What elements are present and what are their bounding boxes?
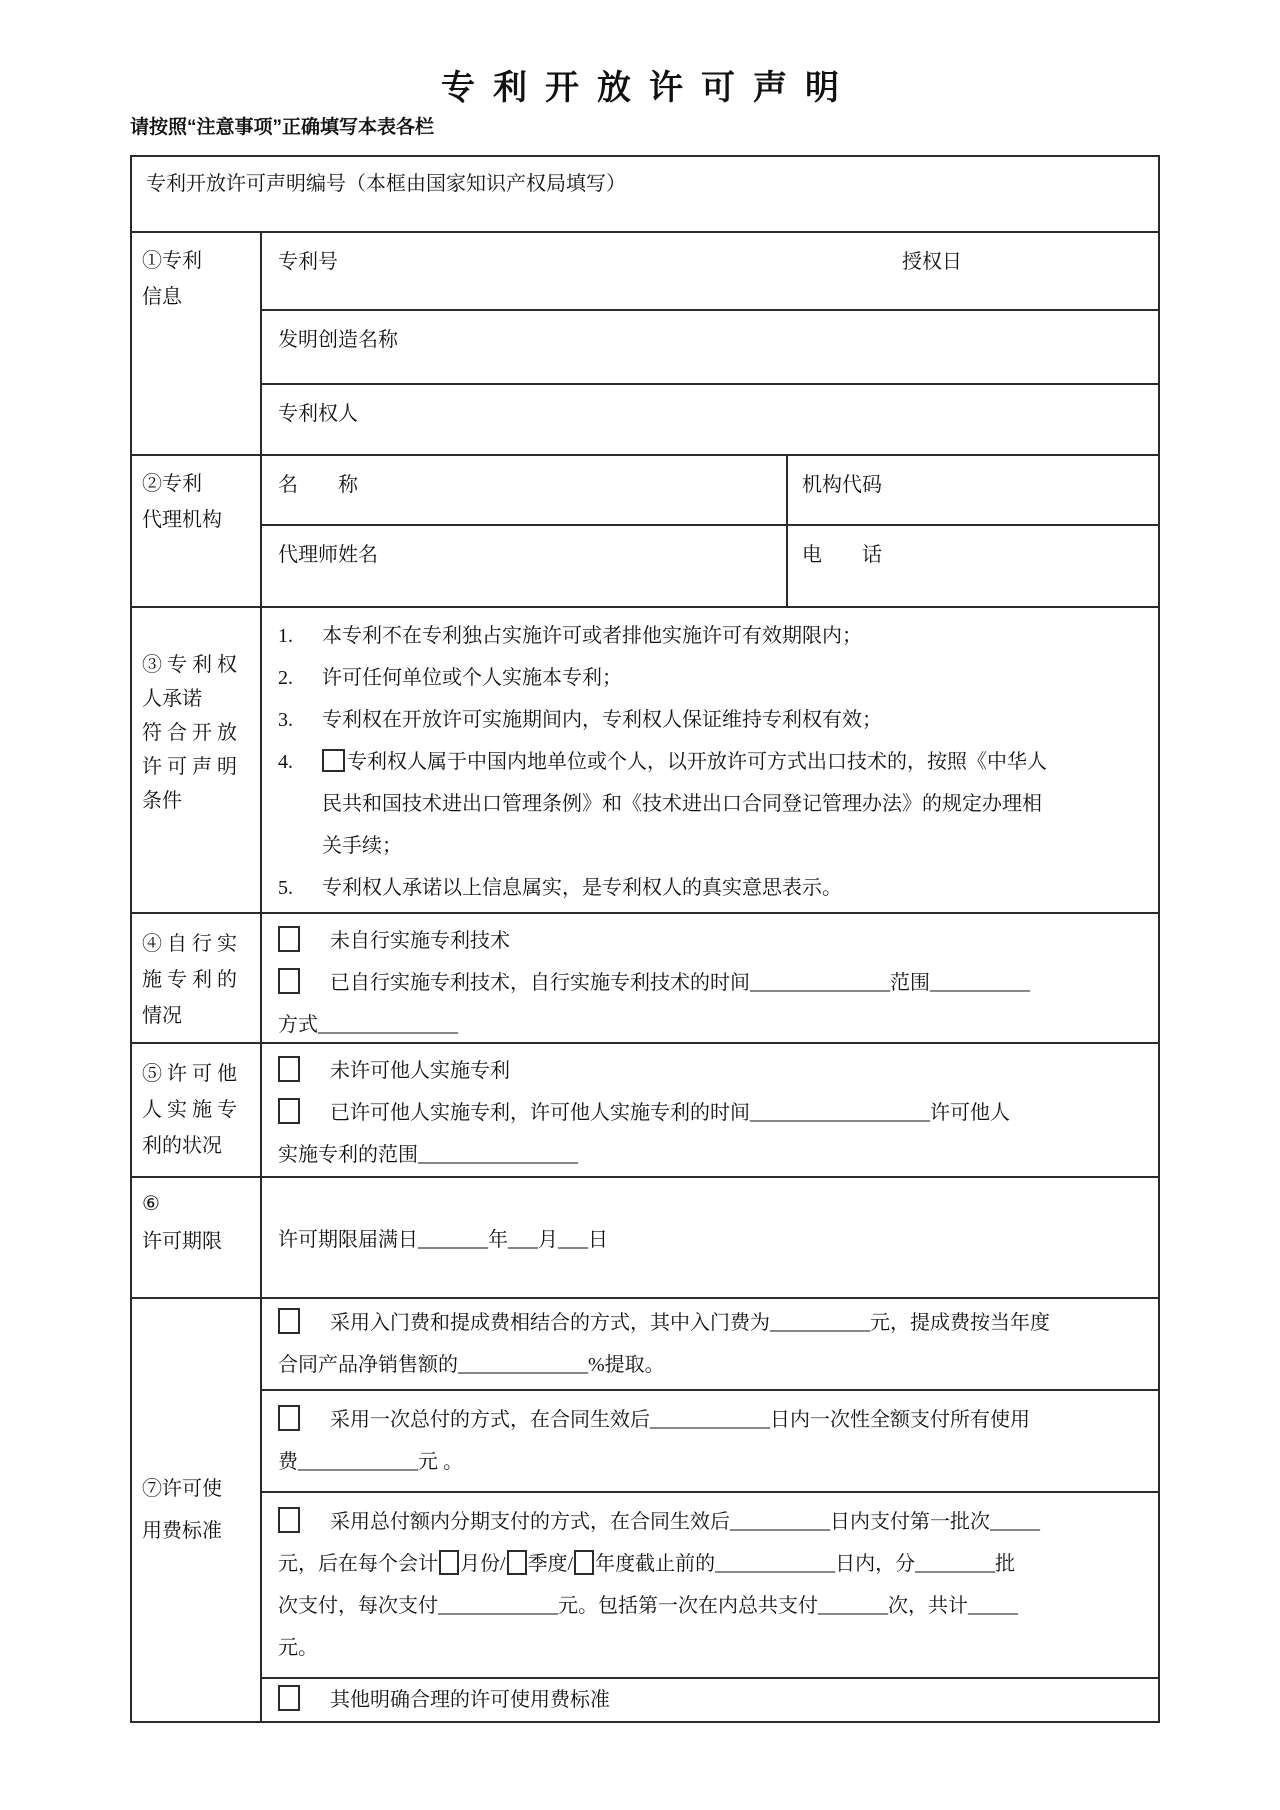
commitment-item-4 — [278, 741, 1148, 867]
section3-label — [132, 608, 262, 912]
fee-opt3-line2 — [278, 1543, 1146, 1585]
section4-label-line2: 施 专 利 的 — [142, 969, 237, 991]
agency-row2 — [262, 524, 1158, 606]
section6-label — [132, 1178, 262, 1297]
agency-row1 — [262, 456, 1158, 524]
fee-option-lump-sum — [262, 1389, 1158, 1491]
checkbox-fee-installment[interactable] — [278, 1507, 300, 1533]
item1-number: 1. — [278, 625, 293, 647]
item2-number: 2. — [278, 667, 293, 689]
checkbox-export-compliance[interactable] — [322, 749, 345, 772]
section-fee-standard — [132, 1297, 1158, 1721]
agency-phone-cell[interactable] — [788, 526, 1158, 606]
section1-content — [262, 233, 1158, 454]
item4-line2: 民共和国技术进出口管理条例》和《技术进出口合同登记管理办法》的规定办理相 — [322, 793, 1042, 815]
section3-label-line5: 条件 — [142, 790, 182, 812]
section-self-implementation — [132, 912, 1158, 1042]
checkbox-not-licensed-others[interactable] — [278, 1056, 300, 1082]
checkbox-accounting-month[interactable] — [439, 1550, 459, 1575]
agent-name-cell[interactable] — [262, 526, 788, 606]
license-others-no-text: 未许可他人实施专利 — [330, 1060, 510, 1082]
item4-number: 4. — [278, 751, 293, 773]
license-others-scope-line: 实施专利的范围________________ — [278, 1144, 578, 1166]
section1-label-line2: 信息 — [142, 286, 182, 308]
section7-content — [262, 1299, 1158, 1721]
section2-label-line2: 代理机构 — [142, 509, 222, 531]
section2-content — [262, 456, 1158, 606]
item5-number: 5. — [278, 877, 293, 899]
section6-content[interactable] — [262, 1178, 1158, 1297]
fee-option-other — [262, 1677, 1158, 1721]
fee-opt3-line3: 次支付，每次支付____________元。包括第一次在内总共支付_______次，共计_____ — [278, 1595, 1018, 1617]
patentee-label: 专利权人 — [278, 403, 358, 425]
section3-label-line2: 人承诺 — [142, 688, 202, 710]
section2-label — [132, 456, 262, 606]
self-impl-yes-text: 已自行实施专利技术，自行实施专利技术的时间______________范围__________ — [330, 972, 1030, 994]
agency-code-label: 机构代码 — [802, 474, 882, 496]
section3-label-line4: 许 可 声 明 — [142, 756, 237, 778]
section4-label — [132, 914, 262, 1042]
section1-label-line1: ①专利 — [142, 250, 202, 272]
fee-opt2-line1-text: 采用一次总付的方式，在合同生效后____________日内一次性全额支付所有使用 — [330, 1409, 1030, 1431]
patent-number-label: 专利号 — [278, 251, 338, 273]
self-impl-option-yes — [278, 962, 1148, 1004]
section5-label-line3: 利的状况 — [142, 1135, 222, 1157]
commitment-item-1 — [278, 615, 1148, 657]
section5-content — [262, 1044, 1158, 1176]
agency-name-label: 名 称 — [278, 474, 358, 496]
self-impl-method-line: 方式______________ — [278, 1014, 458, 1036]
page-title: 专利开放许可声明 — [441, 69, 857, 107]
checkbox-self-implemented[interactable] — [278, 968, 300, 994]
self-impl-no-text: 未自行实施专利技术 — [330, 930, 510, 952]
section2-label-line1: ②专利 — [142, 473, 202, 495]
section6-label-number: ⑥ — [142, 1193, 160, 1215]
section-licensing-others — [132, 1042, 1158, 1176]
license-others-yes-text: 已许可他人实施专利，许可他人实施专利的时间__________________许可他人 — [330, 1102, 1010, 1124]
checkbox-fee-lump-sum[interactable] — [278, 1405, 300, 1431]
section-commitments — [132, 606, 1158, 912]
item4-line1 — [322, 741, 1148, 783]
item5-text: 专利权人承诺以上信息属实，是专利权人的真实意思表示。 — [322, 877, 842, 899]
fee-opt1-line1-text: 采用入门费和提成费相结合的方式，其中入门费为__________元，提成费按当年度 — [330, 1312, 1050, 1334]
fee-option-entry-royalty — [262, 1299, 1158, 1389]
patent-number-cell[interactable] — [262, 233, 1158, 309]
fee-opt3-line2-seg3: 季度/ — [527, 1553, 574, 1575]
fee-option-installments — [262, 1491, 1158, 1677]
section7-label-line1: ⑦许可使 — [142, 1478, 222, 1500]
fee-opt3-line2-seg2: 月份/ — [460, 1553, 506, 1575]
agency-code-cell[interactable] — [788, 456, 1158, 524]
agency-phone-label: 电 话 — [802, 544, 882, 566]
fee-opt3-line1-text: 采用总付额内分期支付的方式，在合同生效后__________日内支付第一批次_____ — [330, 1511, 1040, 1533]
section7-label-line2: 用费标准 — [142, 1520, 222, 1542]
fee-opt3-line2-seg4: 年度截止前的____________日内，分________批 — [595, 1553, 1016, 1575]
fee-opt1-line2: 合同产品净销售额的_____________%提取。 — [278, 1354, 665, 1376]
agent-name-label: 代理师姓名 — [278, 544, 378, 566]
section-patent-info — [132, 231, 1158, 454]
checkbox-not-self-implemented[interactable] — [278, 926, 300, 952]
section3-label-line1: ③ 专 利 权 — [142, 654, 237, 676]
item3-text: 专利权在开放许可实施期间内，专利权人保证维持专利权有效； — [322, 709, 882, 731]
checkbox-fee-entry-plus-royalty[interactable] — [278, 1308, 300, 1334]
grant-date-label: 授权日 — [902, 251, 962, 273]
fee-opt2-line2: 费____________元 。 — [278, 1451, 463, 1473]
item1-text: 本专利不在专利独占实施许可或者排他实施许可有效期限内； — [322, 625, 862, 647]
license-others-option-no — [278, 1050, 1148, 1092]
item4-line1-text: 专利权人属于中国内地单位或个人，以开放许可方式出口技术的，按照《中华人 — [347, 751, 1047, 773]
commitment-item-5 — [278, 867, 1148, 909]
section1-label — [132, 233, 262, 454]
commitment-item-3 — [278, 699, 1148, 741]
section4-label-line3: 情况 — [142, 1005, 182, 1027]
fee-opt3-line4: 元。 — [278, 1637, 318, 1659]
invention-name-cell[interactable] — [262, 309, 1158, 383]
section5-label-line2: 人 实 施 专 — [142, 1099, 237, 1121]
item2-text: 许可任何单位或个人实施本专利； — [322, 667, 622, 689]
checkbox-fee-other[interactable] — [278, 1685, 300, 1711]
fee-opt4-line1 — [278, 1679, 1146, 1721]
section-license-term — [132, 1176, 1158, 1297]
fee-opt4-text: 其他明确合理的许可使用费标准 — [330, 1689, 610, 1711]
license-others-option-yes — [278, 1092, 1148, 1134]
row-declaration-number — [132, 157, 1158, 231]
section7-label — [132, 1299, 262, 1721]
invention-name-label: 发明创造名称 — [278, 329, 398, 351]
section4-label-line1: ④ 自 行 实 — [142, 933, 237, 955]
patentee-cell[interactable] — [262, 383, 1158, 454]
fill-instruction-note: 请按照“注意事项”正确填写本表各栏 — [130, 117, 435, 138]
declaration-number-label: 专利开放许可声明编号（本框由国家知识产权局填写） — [146, 173, 626, 195]
form-table — [130, 155, 1160, 1723]
item3-number: 3. — [278, 709, 293, 731]
fee-opt1-line1 — [278, 1302, 1146, 1344]
section5-label — [132, 1044, 262, 1176]
agency-name-cell[interactable] — [262, 456, 788, 524]
section5-label-line1: ⑤ 许 可 他 — [142, 1063, 237, 1085]
checkbox-accounting-year[interactable] — [574, 1550, 594, 1575]
declaration-number-cell[interactable] — [132, 157, 1158, 231]
commitment-item-2 — [278, 657, 1148, 699]
self-impl-option-no — [278, 920, 1148, 962]
section3-content — [262, 608, 1158, 912]
checkbox-accounting-quarter[interactable] — [507, 1550, 527, 1575]
item4-text — [322, 741, 1148, 867]
fee-opt2-line1 — [278, 1399, 1146, 1441]
license-term-line: 许可期限届满日_______年___月___日 — [278, 1229, 608, 1251]
item4-line3: 关手续； — [322, 835, 402, 857]
section3-label-line3: 符 合 开 放 — [142, 722, 237, 744]
fee-opt3-line1 — [278, 1501, 1146, 1543]
section4-content — [262, 914, 1158, 1042]
section-patent-agency — [132, 454, 1158, 606]
checkbox-licensed-others[interactable] — [278, 1098, 300, 1124]
fee-opt3-line2-seg1: 元，后在每个会计 — [278, 1553, 438, 1575]
section6-label-text: 许可期限 — [142, 1230, 222, 1253]
